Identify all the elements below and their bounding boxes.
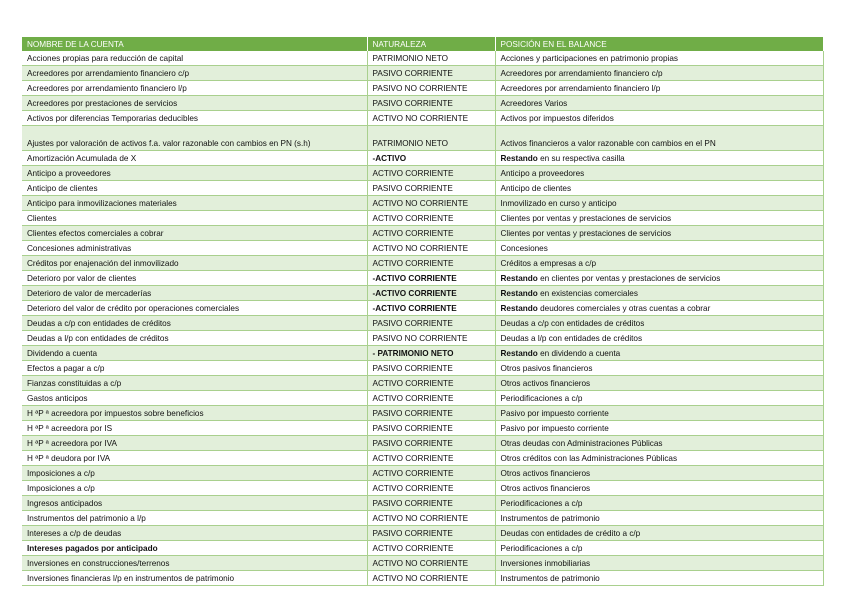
nature-cell: -ACTIVO: [367, 151, 495, 166]
nature-cell: PASIVO CORRIENTE: [367, 436, 495, 451]
nature-cell: PASIVO CORRIENTE: [367, 316, 495, 331]
account-name-cell: H ªP ª acreedora por IS: [22, 421, 367, 436]
position-text: en existencias comerciales: [537, 289, 638, 298]
position-text: en dividendo a cuenta: [537, 349, 621, 358]
table-row: [22, 571, 823, 586]
balance-position-cell: Otros créditos con las Administraciones Públicas: [495, 451, 823, 466]
account-name-cell: Deudas a l/p con entidades de créditos: [22, 331, 367, 346]
account-name-cell: Clientes: [22, 211, 367, 226]
table-row: [22, 196, 823, 211]
account-name-cell: Intereses a c/p de deudas: [22, 526, 367, 541]
nature-cell: PATRIMONIO NETO: [367, 126, 495, 151]
nature-cell: PASIVO CORRIENTE: [367, 96, 495, 111]
nature-cell: ACTIVO NO CORRIENTE: [367, 511, 495, 526]
position-emphasis: Restando: [500, 349, 538, 358]
balance-position-cell: [495, 286, 823, 301]
nature-cell: ACTIVO CORRIENTE: [367, 376, 495, 391]
account-name-cell: Gastos anticipos: [22, 391, 367, 406]
table-row: [22, 286, 823, 301]
account-name-cell: Ingresos anticipados: [22, 496, 367, 511]
nature-cell: PASIVO CORRIENTE: [367, 496, 495, 511]
nature-cell: -ACTIVO CORRIENTE: [367, 286, 495, 301]
balance-position-cell: Acreedores por arrendamiento financiero l/p: [495, 81, 823, 96]
account-name-cell: Imposiciones a c/p: [22, 466, 367, 481]
balance-position-cell: [495, 151, 823, 166]
balance-position-cell: Acciones y participaciones en patrimonio propias: [495, 51, 823, 66]
nature-cell: ACTIVO CORRIENTE: [367, 166, 495, 181]
account-name-cell: H ªP ª acreedora por IVA: [22, 436, 367, 451]
nature-cell: - PATRIMONIO NETO: [367, 346, 495, 361]
table-row: [22, 346, 823, 361]
balance-position-cell: Acreedores Varios: [495, 96, 823, 111]
nature-cell: -ACTIVO CORRIENTE: [367, 271, 495, 286]
balance-position-cell: [495, 301, 823, 316]
table-row: [22, 96, 823, 111]
nature-cell: ACTIVO NO CORRIENTE: [367, 571, 495, 586]
table-row: [22, 421, 823, 436]
balance-position-cell: Periodificaciones a c/p: [495, 391, 823, 406]
nature-cell: PASIVO CORRIENTE: [367, 421, 495, 436]
account-name-cell: Acreedores por prestaciones de servicios: [22, 96, 367, 111]
nature-cell: ACTIVO NO CORRIENTE: [367, 241, 495, 256]
account-name-cell: Deudas a c/p con entidades de créditos: [22, 316, 367, 331]
balance-position-cell: Concesiones: [495, 241, 823, 256]
account-name-cell: Acciones propias para reducción de capital: [22, 51, 367, 66]
balance-position-cell: Otras deudas con Administraciones Públicas: [495, 436, 823, 451]
table-row: [22, 256, 823, 271]
table-row: [22, 406, 823, 421]
header-nature: NATURALEZA: [367, 37, 495, 51]
balance-position-cell: Clientes por ventas y prestaciones de servicios: [495, 226, 823, 241]
table-row: [22, 481, 823, 496]
account-name-cell: Inversiones financieras l/p en instrumentos de patrimonio: [22, 571, 367, 586]
table-row: [22, 81, 823, 96]
balance-position-cell: Anticipo a proveedores: [495, 166, 823, 181]
balance-position-cell: Otros activos financieros: [495, 466, 823, 481]
balance-position-cell: Anticipo de clientes: [495, 181, 823, 196]
nature-cell: PASIVO CORRIENTE: [367, 361, 495, 376]
table-row: [22, 226, 823, 241]
nature-cell: ACTIVO NO CORRIENTE: [367, 556, 495, 571]
position-emphasis: Restando: [500, 289, 538, 298]
balance-position-cell: Otros activos financieros: [495, 376, 823, 391]
balance-position-cell: Pasivo por impuesto corriente: [495, 406, 823, 421]
balance-position-cell: [495, 346, 823, 361]
table-row: [22, 241, 823, 256]
position-emphasis: Restando: [500, 154, 538, 163]
position-text: deudores comerciales y otras cuentas a cobrar: [537, 304, 711, 313]
account-name-cell: Anticipo de clientes: [22, 181, 367, 196]
balance-position-cell: Acreedores por arrendamiento financiero c/p: [495, 66, 823, 81]
header-row: [22, 37, 823, 51]
position-emphasis: Restando: [500, 274, 538, 283]
table-row: [22, 301, 823, 316]
position-text: en su respectiva casilla: [537, 154, 625, 163]
header-balance-position: POSICIÓN EN EL BALANCE: [495, 37, 823, 51]
account-name-cell: Fianzas constituidas a c/p: [22, 376, 367, 391]
table-row: [22, 211, 823, 226]
nature-cell: PASIVO CORRIENTE: [367, 406, 495, 421]
table-row: [22, 511, 823, 526]
balance-position-cell: Deudas con entidades de crédito a c/p: [495, 526, 823, 541]
balance-position-cell: Otros activos financieros: [495, 481, 823, 496]
table-row: [22, 526, 823, 541]
table-row: [22, 316, 823, 331]
balance-position-cell: Deudas a l/p con entidades de créditos: [495, 331, 823, 346]
table-row: [22, 151, 823, 166]
account-name-cell: Dividendo a cuenta: [22, 346, 367, 361]
nature-cell: -ACTIVO CORRIENTE: [367, 301, 495, 316]
account-name-cell: Acreedores por arrendamiento financiero c/p: [22, 66, 367, 81]
table-row: [22, 271, 823, 286]
nature-cell: ACTIVO CORRIENTE: [367, 541, 495, 556]
table-row: [22, 376, 823, 391]
nature-cell: PASIVO NO CORRIENTE: [367, 331, 495, 346]
account-name-cell: Instrumentos del patrimonio a l/p: [22, 511, 367, 526]
account-name-cell: Acreedores por arrendamiento financiero l/p: [22, 81, 367, 96]
account-name-cell: Deterioro por valor de clientes: [22, 271, 367, 286]
table-row: [22, 181, 823, 196]
balance-position-cell: Activos por impuestos diferidos: [495, 111, 823, 126]
table-row: [22, 166, 823, 181]
account-name-cell: Concesiones administrativas: [22, 241, 367, 256]
table-row: [22, 126, 823, 151]
balance-position-cell: Inversiones inmobiliarias: [495, 556, 823, 571]
balance-position-cell: Instrumentos de patrimonio: [495, 511, 823, 526]
balance-position-cell: Otros pasivos financieros: [495, 361, 823, 376]
nature-cell: ACTIVO NO CORRIENTE: [367, 196, 495, 211]
table-body: [22, 51, 823, 586]
nature-cell: PASIVO CORRIENTE: [367, 66, 495, 81]
account-name-cell: H ªP ª acreedora por impuestos sobre beneficios: [22, 406, 367, 421]
table-row: [22, 391, 823, 406]
nature-cell: ACTIVO CORRIENTE: [367, 481, 495, 496]
nature-cell: ACTIVO NO CORRIENTE: [367, 111, 495, 126]
balance-position-cell: Deudas a c/p con entidades de créditos: [495, 316, 823, 331]
nature-cell: ACTIVO CORRIENTE: [367, 256, 495, 271]
nature-cell: ACTIVO CORRIENTE: [367, 226, 495, 241]
account-name-cell: Clientes efectos comerciales a cobrar: [22, 226, 367, 241]
nature-cell: ACTIVO CORRIENTE: [367, 451, 495, 466]
account-name-cell: Créditos por enajenación del inmovilizado: [22, 256, 367, 271]
table-row: [22, 451, 823, 466]
table-row: [22, 51, 823, 66]
table-row: [22, 496, 823, 511]
account-name-cell: Anticipo para inmovilizaciones materiales: [22, 196, 367, 211]
table-row: [22, 111, 823, 126]
balance-position-cell: Periodificaciones a c/p: [495, 496, 823, 511]
balance-position-cell: Pasivo por impuesto corriente: [495, 421, 823, 436]
account-name-cell: Anticipo a proveedores: [22, 166, 367, 181]
nature-cell: ACTIVO CORRIENTE: [367, 466, 495, 481]
account-name-cell: Ajustes por valoración de activos f.a. valor razonable con cambios en PN (s.h): [22, 126, 367, 151]
balance-position-cell: Créditos a empresas a c/p: [495, 256, 823, 271]
nature-cell: ACTIVO CORRIENTE: [367, 211, 495, 226]
table-row: [22, 331, 823, 346]
account-name-cell: Efectos a pagar a c/p: [22, 361, 367, 376]
account-name-cell: Inversiones en construcciones/terrenos: [22, 556, 367, 571]
account-name-cell: Activos por diferencias Temporarias deducibles: [22, 111, 367, 126]
accounts-table: [22, 37, 824, 586]
account-name-cell: Deterioro del valor de crédito por operaciones comerciales: [22, 301, 367, 316]
balance-position-cell: [495, 271, 823, 286]
nature-cell: PASIVO NO CORRIENTE: [367, 81, 495, 96]
nature-cell: PASIVO CORRIENTE: [367, 526, 495, 541]
table-row: [22, 466, 823, 481]
balance-position-cell: Activos financieros a valor razonable con cambios en el PN: [495, 126, 823, 151]
table-row: [22, 436, 823, 451]
table-row: [22, 556, 823, 571]
balance-position-cell: Clientes por ventas y prestaciones de servicios: [495, 211, 823, 226]
account-name-cell: H ªP ª deudora por IVA: [22, 451, 367, 466]
table-row: [22, 361, 823, 376]
nature-cell: PATRIMONIO NETO: [367, 51, 495, 66]
position-text: en clientes por ventas y prestaciones de servicios: [537, 274, 721, 283]
balance-position-cell: Periodificaciones a c/p: [495, 541, 823, 556]
position-emphasis: Restando: [500, 304, 538, 313]
account-name-cell: Deterioro de valor de mercaderías: [22, 286, 367, 301]
account-name-cell: Imposiciones a c/p: [22, 481, 367, 496]
nature-cell: PASIVO CORRIENTE: [367, 181, 495, 196]
table-row: [22, 541, 823, 556]
account-name-cell: Intereses pagados por anticipado: [22, 541, 367, 556]
balance-position-cell: Instrumentos de patrimonio: [495, 571, 823, 586]
account-name-cell: Amortización Acumulada de X: [22, 151, 367, 166]
header-account-name: NOMBRE DE LA CUENTA: [22, 37, 367, 51]
balance-position-cell: Inmovilizado en curso y anticipo: [495, 196, 823, 211]
nature-cell: ACTIVO CORRIENTE: [367, 391, 495, 406]
table-row: [22, 66, 823, 81]
